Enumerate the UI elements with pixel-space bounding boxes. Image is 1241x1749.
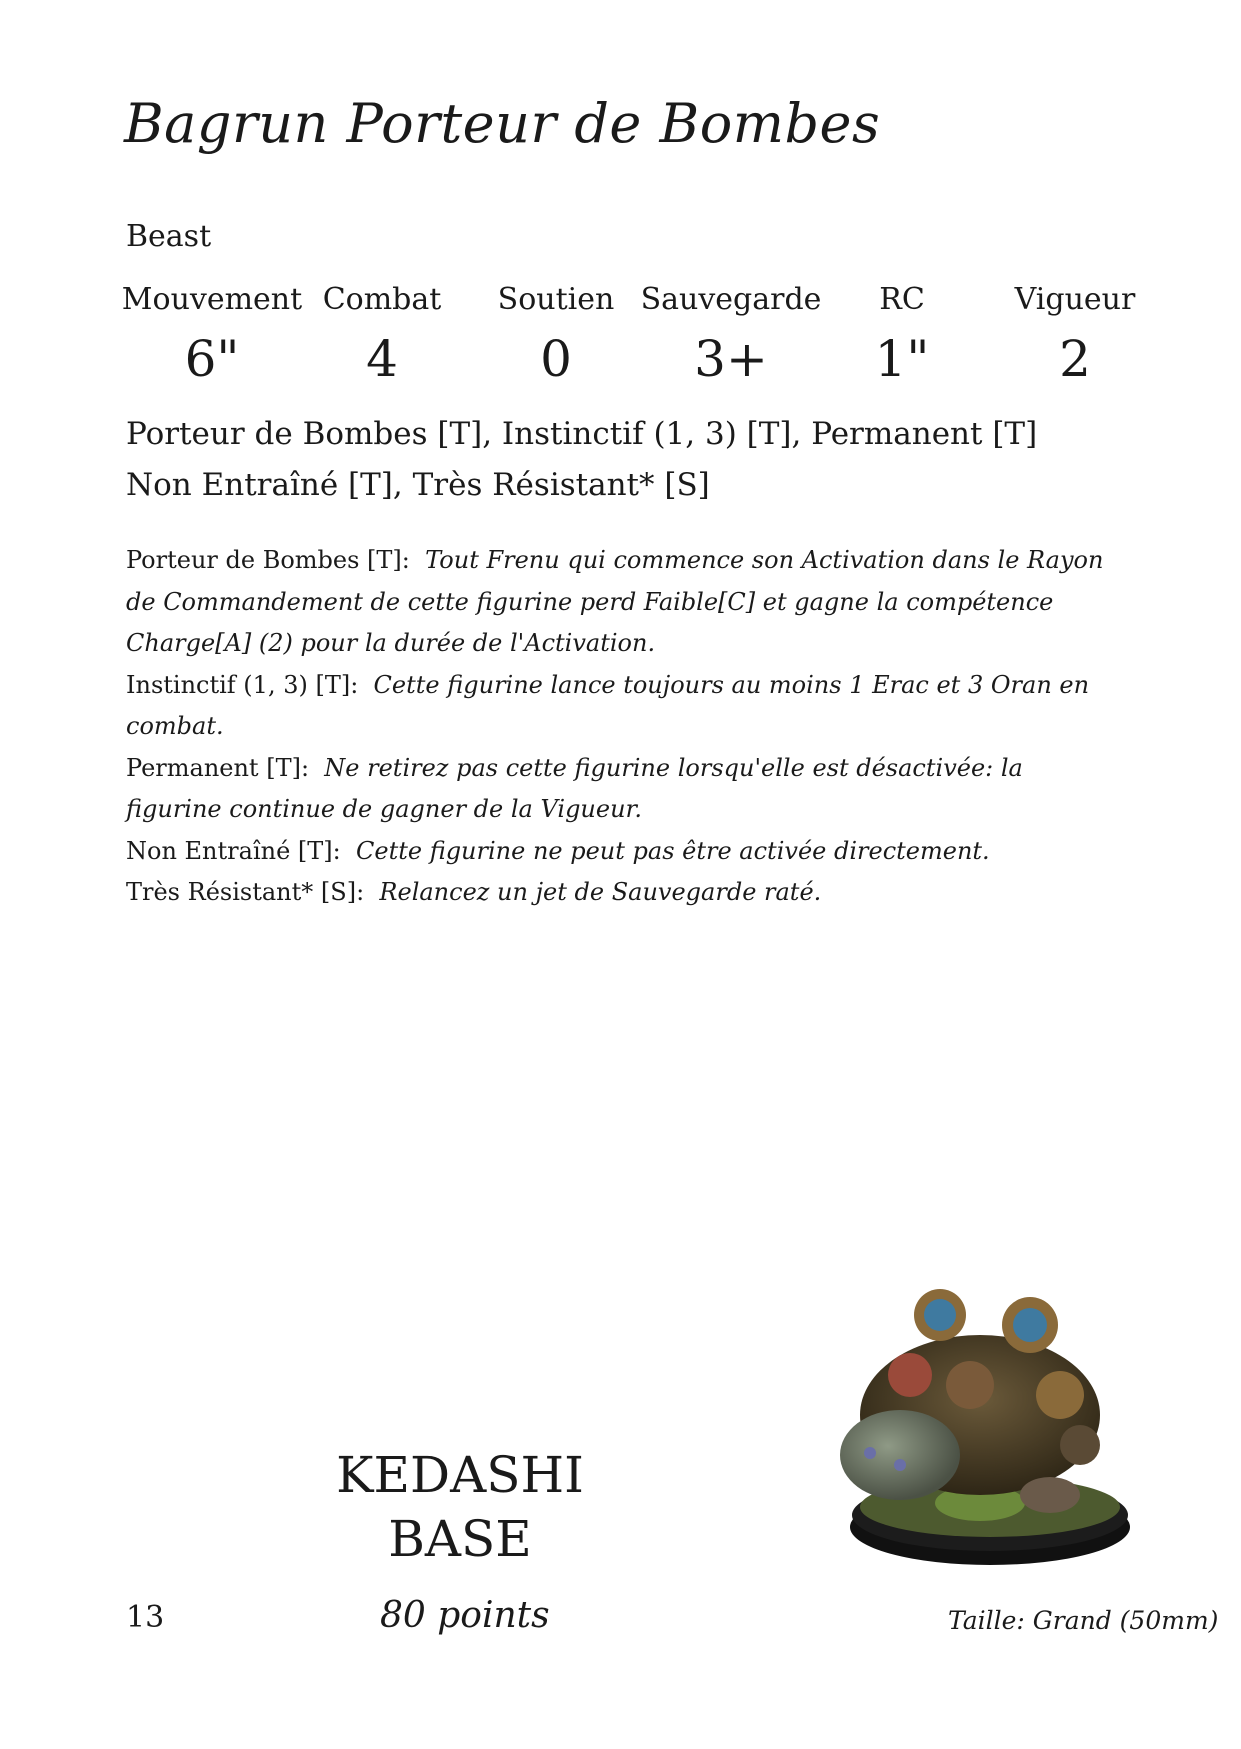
stat-label-rc: RC <box>879 282 925 317</box>
stat-value-vigueur: 2 <box>1059 330 1091 388</box>
stat-label-soutien: Soutien <box>497 282 615 317</box>
page-number: 13 <box>126 1600 165 1635</box>
keywords-line-2: Non Entraîné [T], Très Résistant* [S] <box>126 467 710 503</box>
rule-porteur-de-bombes <box>126 540 1116 665</box>
stat-label-mouvement: Mouvement <box>121 282 303 317</box>
faction-tier: BASE <box>388 1510 532 1568</box>
stat-value-sauvegarde: 3+ <box>694 330 768 388</box>
rule-text: Cette figurine lance toujours au moins 1 Erac et 3 Oran en combat. <box>126 670 1090 740</box>
rule-instinctif <box>126 665 1116 748</box>
rule-name: Très Résistant* [S]: <box>126 878 365 906</box>
stat-value-rc: 1" <box>874 330 930 388</box>
stat-label-sauvegarde: Sauvegarde <box>640 282 822 317</box>
base-size: Taille: Grand (50mm) <box>948 1606 1219 1635</box>
rule-text: Tout Frenu qui commence son Activation dans le Rayon de Commandement de cette figurine perd Faible[C] et gagne la compétence Charge[A] (2) pour la durée de l'Activation. <box>126 546 1104 657</box>
rule-text: Cette figurine ne peut pas être activée directement. <box>356 836 990 865</box>
stat-label-combat: Combat <box>322 282 442 317</box>
unit-type: Beast <box>126 219 212 254</box>
faction-label <box>300 1443 620 1571</box>
rule-name: Permanent [T]: <box>126 753 310 782</box>
rule-text: Relancez un jet de Sauvegarde raté. <box>379 878 822 906</box>
stat-value-mouvement: 6" <box>184 330 240 388</box>
keywords-line-1: Porteur de Bombes [T], Instinctif (1, 3) [T], Permanent [T] <box>126 416 1038 452</box>
rule-tres-resistant <box>126 872 1116 914</box>
stat-value-combat: 4 <box>366 330 398 388</box>
unit-title: Bagrun Porteur de Bombes <box>124 92 881 155</box>
rule-name: Instinctif (1, 3) [T]: <box>126 670 359 699</box>
stat-value-soutien: 0 <box>540 330 572 388</box>
rule-name: Non Entraîné [T]: <box>126 836 341 865</box>
rule-permanent <box>126 748 1116 831</box>
stat-label-vigueur: Vigueur <box>1014 282 1136 317</box>
rule-non-entraine <box>126 831 1116 873</box>
rule-text: Ne retirez pas cette figurine lorsqu'elle est désactivée: la figurine continue de gagner de la Vigueur. <box>126 753 1023 823</box>
points-cost: 80 points <box>380 1595 550 1636</box>
rules-list <box>126 540 1116 914</box>
faction-name: KEDASHI <box>336 1446 584 1504</box>
rule-name: Porteur de Bombes [T]: <box>126 546 410 574</box>
miniature-image <box>830 1215 1130 1575</box>
